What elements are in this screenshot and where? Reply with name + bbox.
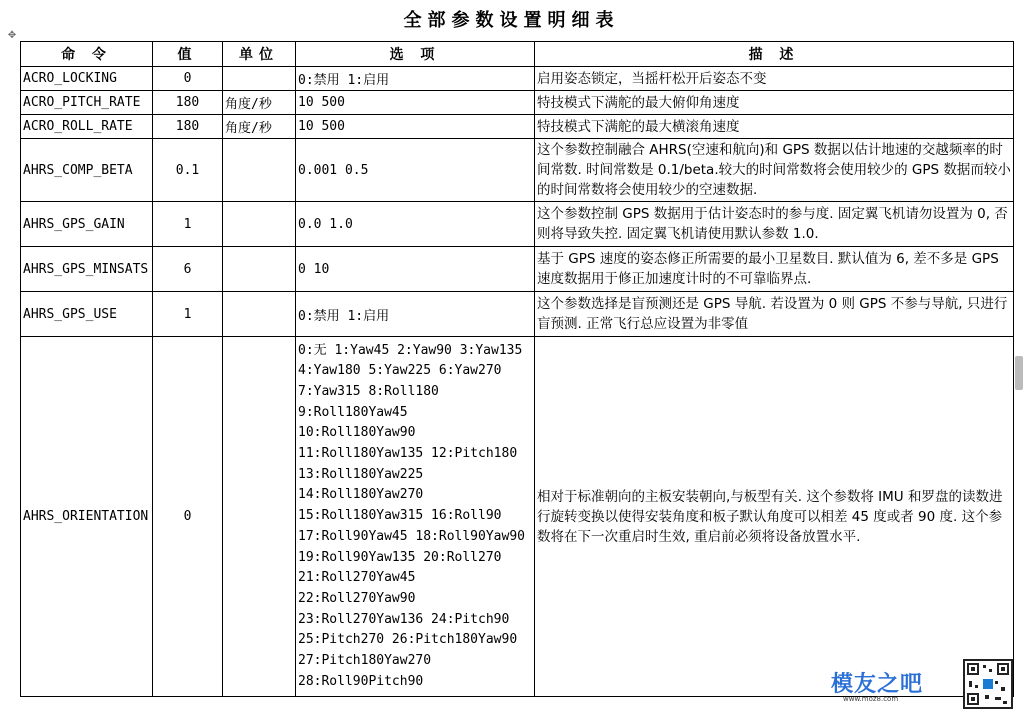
table-row [21, 67, 1014, 91]
option-line: 14:Roll180Yaw270 [298, 487, 424, 503]
cell-options [296, 337, 535, 697]
qr-code-icon [963, 659, 1013, 709]
cell-description: 这个参数选择是盲预测还是 GPS 导航. 若设置为 0 则 GPS 不参与导航, 只进行盲预测. 正常飞行总应设置为非零值 [535, 292, 1014, 337]
table-row [21, 91, 1014, 115]
cell-unit [223, 337, 296, 697]
scroll-handle[interactable] [1015, 356, 1023, 390]
option-line: 9:Roll180Yaw45 [298, 404, 408, 420]
header-options: 选 项 [296, 42, 535, 67]
cell-unit [223, 202, 296, 247]
cell-options [296, 202, 535, 247]
option-line: 15:Roll180Yaw315 16:Roll90 [298, 508, 502, 524]
table-row [21, 337, 1014, 697]
cell-value: 0 [153, 67, 223, 91]
cell-unit: 角度/秒 [223, 91, 296, 115]
option-line: 10 500 [298, 95, 345, 110]
option-line: 0.001 0.5 [298, 162, 369, 178]
cell-description: 启用姿态锁定，当摇杆松开后姿态不变 [535, 67, 1014, 91]
params-table [20, 41, 1014, 697]
option-line: 23:Roll270Yaw136 24:Pitch90 [298, 611, 510, 627]
cell-value: 180 [153, 115, 223, 139]
move-handle-icon[interactable]: ✥ [8, 27, 16, 42]
header-description: 描 述 [535, 42, 1014, 67]
cell-options [296, 139, 535, 202]
cell-value: 6 [153, 247, 223, 292]
page-title: 全部参数设置明细表 [403, 10, 620, 31]
cell-description: 特技模式下满舵的最大横滚角速度 [535, 115, 1014, 139]
cell-description: 特技模式下满舵的最大俯仰角速度 [535, 91, 1014, 115]
cell-command: AHRS_COMP_BETA [21, 139, 153, 202]
cell-value: 1 [153, 292, 223, 337]
cell-options [296, 91, 535, 115]
cell-command: ACRO_PITCH_RATE [21, 91, 153, 115]
cell-command: AHRS_ORIENTATION [21, 337, 153, 697]
watermark-url: www.moz8.com [843, 695, 899, 703]
cell-command: AHRS_GPS_USE [21, 292, 153, 337]
cell-unit [223, 292, 296, 337]
option-line: 28:Roll90Pitch90 [298, 673, 424, 689]
cell-unit [223, 67, 296, 91]
cell-value: 1 [153, 202, 223, 247]
cell-options [296, 292, 535, 337]
cell-command: ACRO_ROLL_RATE [21, 115, 153, 139]
option-line: 21:Roll270Yaw45 [298, 570, 416, 586]
cell-description: 这个参数控制融合 AHRS(空速和航向)和 GPS 数据以估计地速的交越频率的时间常数. 时间常数是 0.1/beta.较大的时间常数将会使用较少的 GPS 数据而较小的时间常数将会使用较少的空速数据. [535, 139, 1014, 202]
cell-unit [223, 247, 296, 292]
cell-options [296, 115, 535, 139]
option-line: 13:Roll180Yaw225 [298, 466, 424, 482]
cell-value: 0 [153, 337, 223, 697]
option-line: 0:无 1:Yaw45 2:Yaw90 3:Yaw135 [298, 342, 523, 358]
option-line: 22:Roll270Yaw90 [298, 590, 416, 606]
cell-unit: 角度/秒 [223, 115, 296, 139]
option-line: 0.0 1.0 [298, 216, 353, 232]
cell-value: 180 [153, 91, 223, 115]
option-line: 10 500 [298, 119, 345, 134]
table-row [21, 202, 1014, 247]
table-row [21, 115, 1014, 139]
cell-description: 基于 GPS 速度的姿态修正所需要的最小卫星数目. 默认值为 6, 差不多是 GPS 速度数据用于修正加速度计时的不可靠临界点. [535, 247, 1014, 292]
watermark-text: 模友之吧 [831, 672, 924, 697]
option-line: 25:Pitch270 26:Pitch180Yaw90 [298, 632, 518, 648]
option-line: 10:Roll180Yaw90 [298, 425, 416, 441]
option-line: 7:Yaw315 8:Roll180 [298, 383, 439, 399]
option-line: 27:Pitch180Yaw270 [298, 653, 432, 669]
table-row [21, 247, 1014, 292]
watermark-logo [813, 659, 1013, 709]
cell-options [296, 247, 535, 292]
header-value: 值 [153, 42, 223, 67]
option-line: 0:禁用 1:启用 [298, 73, 390, 88]
cell-options [296, 67, 535, 91]
table-header-row [21, 42, 1014, 67]
option-line: 11:Roll180Yaw135 12:Pitch180 [298, 446, 518, 462]
cell-value: 0.1 [153, 139, 223, 202]
option-line: 0:禁用 1:启用 [298, 308, 390, 324]
cell-description: 这个参数控制 GPS 数据用于估计姿态时的参与度. 固定翼飞机请勿设置为 0, 否则将导致失控. 固定翼飞机请使用默认参数 1.0. [535, 202, 1014, 247]
table-row [21, 292, 1014, 337]
header-unit: 单位 [223, 42, 296, 67]
cell-description: 相对于标准朝向的主板安装朝向,与板型有关. 这个参数将 IMU 和罗盘的读数进行旋转变换以使得安装角度和板子默认角度可以相差 45 度或者 90 度. 这个参数将在下一次重启时生效, 重启前必须将设备放置水平. [535, 337, 1014, 697]
option-line: 4:Yaw180 5:Yaw225 6:Yaw270 [298, 363, 502, 379]
cell-unit [223, 139, 296, 202]
cell-command: ACRO_LOCKING [21, 67, 153, 91]
table-row [21, 139, 1014, 202]
cell-command: AHRS_GPS_GAIN [21, 202, 153, 247]
header-command: 命 令 [21, 42, 153, 67]
cell-command: AHRS_GPS_MINSATS [21, 247, 153, 292]
option-line: 19:Roll90Yaw135 20:Roll270 [298, 549, 502, 565]
option-line: 0 10 [298, 261, 330, 277]
option-line: 17:Roll90Yaw45 18:Roll90Yaw90 [298, 528, 525, 544]
